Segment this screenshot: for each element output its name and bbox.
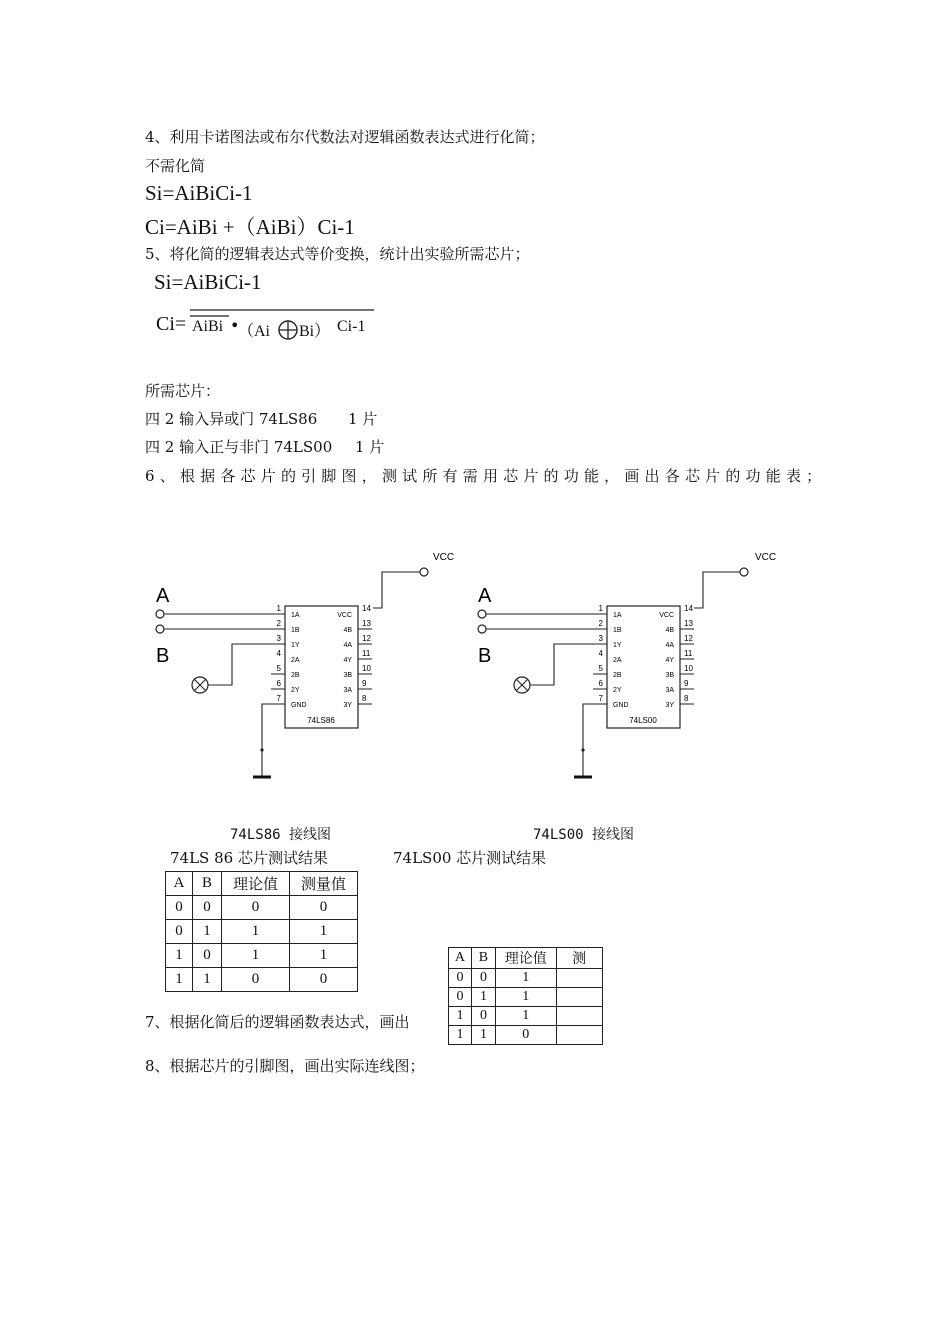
input-a-label: A [478,585,492,607]
input-a-terminal [156,610,164,618]
table-cell: 0 [193,944,222,968]
pin-label: 1Y [291,642,300,649]
pin-label: GND [613,702,629,709]
table-row [166,968,358,992]
table-cell: 0 [166,896,193,920]
table-header-cell: 理论值 [222,872,290,896]
pin-number: 12 [362,634,371,643]
table-header-cell: B [471,948,495,969]
table-cell: 1 [471,988,495,1007]
chip-qty: 1 片 [355,438,385,456]
pin-label: 4A [665,642,674,649]
pin-number: 11 [362,649,371,658]
pin-number: 6 [598,679,603,688]
pin-label: 3B [343,672,352,679]
table-cell: 1 [496,988,556,1007]
wiring-diagram-74ls00 [462,540,792,790]
ls00-results-title: 74LS00 芯片测试结果 [393,849,547,867]
table-header-cell: B [193,872,222,896]
pin-number: 8 [362,694,367,703]
table-cell: 0 [496,1026,556,1045]
caption-74ls00: 74LS00 接线图 [533,827,635,843]
table-header-cell: A [449,948,472,969]
step5-heading: 5、将化简的逻辑表达式等价变换，统计出实验所需芯片； [145,245,530,263]
pin-number: 13 [684,619,693,628]
pin-number: 3 [276,634,281,643]
pin-label: 2Y [613,687,622,694]
chip-item-74ls86 [145,409,377,429]
table-cell: 0 [193,896,222,920]
table-cell: 1 [166,944,193,968]
pin-label: 1A [613,612,622,619]
table-cell: 0 [449,988,472,1007]
table-cell: 1 [496,1007,556,1026]
pin-number: 2 [276,619,281,628]
step4-note: 不需化简 [145,157,206,175]
pin-label: 2B [613,672,622,679]
pin-label: 2B [291,672,300,679]
pin-number: 5 [598,664,603,673]
truth-table-74ls00-clip [448,947,603,1047]
truth-table-74ls86 [165,871,358,992]
formula-ci: Ci=AiBi +（AiBi）Ci-1 [145,215,355,239]
table-cell: 1 [449,1007,472,1026]
pin-number: 11 [684,649,693,658]
pin-label: 2A [613,657,622,664]
chip-label: 74LS00 [629,716,657,725]
pin-number: 7 [598,694,603,703]
table-cell: 0 [222,896,290,920]
step4-heading: 4、利用卡诺图法或布尔代数法对逻辑函数表达式进行化简； [145,128,545,146]
pin-number: 9 [684,679,689,688]
table-row [166,920,358,944]
pin-label: 4A [343,642,352,649]
table-cell: 0 [166,920,193,944]
table-row [449,1026,603,1045]
pin-number: 9 [362,679,367,688]
formula-ci-paren-close: Bi） [299,323,331,340]
pin-label: 1B [613,627,622,634]
pin-label: 4Y [665,657,674,664]
formula-ci-dot: • [230,316,240,335]
formula-ci-paren-open: （Ai [238,323,271,340]
table-header-cell: 测量值 [290,872,358,896]
pin-label: 4B [343,627,352,634]
table-cell: 1 [290,944,358,968]
table-row [166,944,358,968]
table-header-row [166,872,358,896]
step7-heading: 7、根据化简后的逻辑函数表达式，画出 [145,1013,410,1031]
vcc-terminal [420,568,428,576]
formula-ci-term1: AiBi [192,318,224,335]
table-cell: 1 [290,920,358,944]
pin-label: 3A [343,687,352,694]
table-row [449,1007,603,1026]
pin-number: 10 [362,664,371,673]
table-cell: 0 [290,896,358,920]
chip-label: 74LS86 [307,716,335,725]
input-b-terminal [156,625,164,633]
table-cell [556,988,603,1007]
chips-heading: 所需芯片： [145,382,221,400]
table-cell: 0 [471,1007,495,1026]
pin-label: VCC [337,612,352,619]
pin-number: 7 [276,694,281,703]
table-cell: 1 [193,968,222,992]
pin-label: 4B [665,627,674,634]
input-a-terminal [478,610,486,618]
table-cell: 0 [290,968,358,992]
formula-ci-transformed [154,304,384,344]
table-cell: 0 [449,969,472,988]
table-cell: 1 [496,969,556,988]
pin-number: 14 [362,604,371,613]
pin-number: 8 [684,694,689,703]
table-cell [556,1026,603,1045]
vcc-terminal [740,568,748,576]
pin-label: 3Y [343,702,352,709]
formula-ci-term3: Ci-1 [337,318,366,335]
table-cell: 1 [166,968,193,992]
pin-label: 3Y [665,702,674,709]
table-cell: 0 [222,968,290,992]
ls86-results-title: 74LS 86 芯片测试结果 [170,849,328,867]
pin-number: 4 [276,649,281,658]
pin-number: 6 [276,679,281,688]
output-lamp-icon [192,677,208,693]
table-cell: 1 [471,1026,495,1045]
table-cell: 1 [222,944,290,968]
vcc-label: VCC [755,552,777,563]
table-cell [556,969,603,988]
chip-item-74ls00 [145,437,384,457]
input-b-terminal [478,625,486,633]
pin-number: 2 [598,619,603,628]
vcc-label: VCC [433,552,455,563]
pin-number: 4 [598,649,603,658]
table-row [449,969,603,988]
step8-heading: 8、根据芯片的引脚图，画出实际连线图； [145,1057,425,1075]
table-header-cell: 理论值 [496,948,556,969]
table-row [449,988,603,1007]
table-cell: 0 [471,969,495,988]
pin-label: 2Y [291,687,300,694]
table-header-cell: 测 [556,948,603,969]
pin-number: 1 [598,604,603,613]
pin-label: 3A [665,687,674,694]
table-cell: 1 [449,1026,472,1045]
pin-label: 4Y [343,657,352,664]
formula-si-transformed: Si=AiBiCi-1 [154,270,262,294]
pin-label: 1Y [613,642,622,649]
pin-number: 3 [598,634,603,643]
pin-label: 3B [665,672,674,679]
formula-si: Si=AiBiCi-1 [145,181,253,205]
pin-label: 2A [291,657,300,664]
pin-label: 1B [291,627,300,634]
output-lamp-icon [514,677,530,693]
pin-number: 1 [276,604,281,613]
caption-74ls86: 74LS86 接线图 [230,827,332,843]
table-header-row [449,948,603,969]
input-b-label: B [478,645,492,667]
table-row [166,896,358,920]
chip-qty: 1 片 [348,410,378,428]
table-cell: 1 [193,920,222,944]
chip-name: 四 2 输入异或门 74LS86 [145,410,318,428]
table-cell: 1 [222,920,290,944]
step6-heading: 6、根据各芯片的引脚图，测试所有需用芯片的功能，画出各芯片的功能表； [145,467,827,485]
pin-number: 12 [684,634,693,643]
truth-table-74ls00 [448,947,603,1045]
chip-body-74ls86 [285,606,358,728]
wiring-diagram-74ls86 [140,540,470,790]
pin-number: 14 [684,604,693,613]
table-header-cell: A [166,872,193,896]
chip-body-74ls00 [607,606,680,728]
pin-label: VCC [659,612,674,619]
pin-number: 10 [684,664,693,673]
pin-label: GND [291,702,307,709]
chip-name: 四 2 输入正与非门 74LS00 [145,438,333,456]
formula-ci-prefix: Ci= [156,313,187,335]
pin-label: 1A [291,612,300,619]
input-b-label: B [156,645,170,667]
table-cell [556,1007,603,1026]
pin-number: 5 [276,664,281,673]
input-a-label: A [156,585,170,607]
pin-number: 13 [362,619,371,628]
